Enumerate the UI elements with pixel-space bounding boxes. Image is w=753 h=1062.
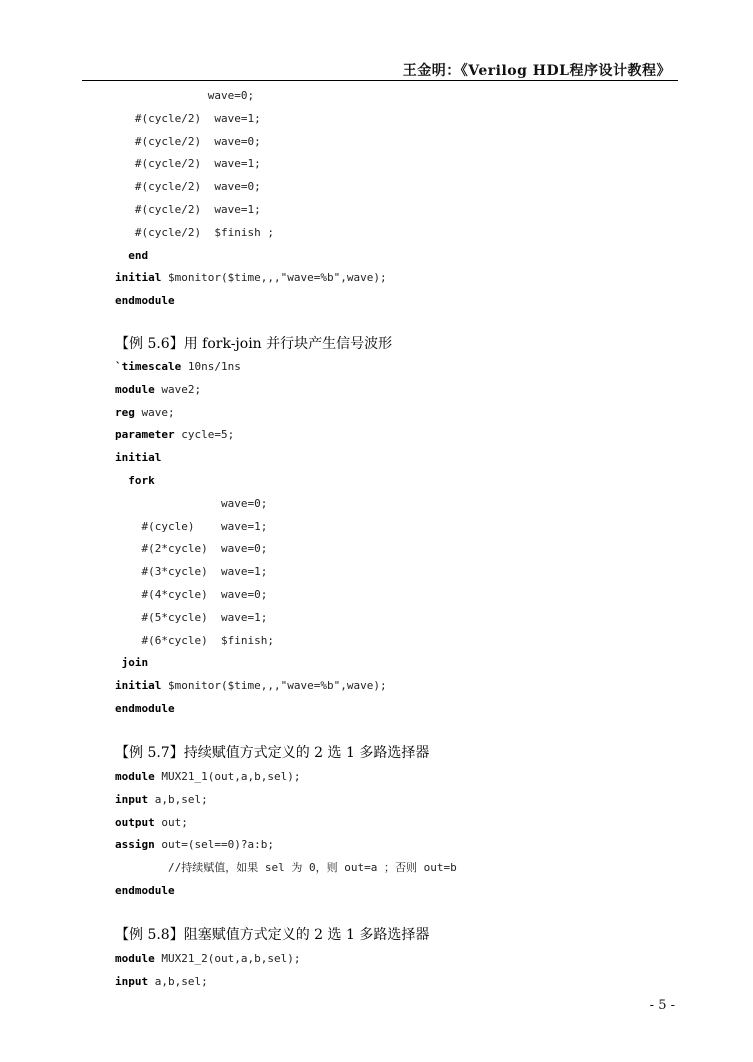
- line-gap: [115, 648, 387, 657]
- line-gap: [115, 579, 387, 588]
- code-line: output out;: [115, 815, 188, 829]
- code-line: join: [121, 656, 149, 670]
- code-line: #(cycle) wave=1;: [115, 519, 268, 533]
- line-gap: [115, 420, 387, 429]
- line-gap: [115, 966, 300, 975]
- code-line: module MUX21_1(out,a,b,sel);: [115, 770, 301, 783]
- code-line: #(2*cycle) wave=0;: [115, 542, 268, 556]
- line-gap: [115, 397, 387, 406]
- line-gap: [115, 194, 387, 203]
- example-5-6-title: 【例 5.6】用 fork-join 并行块产生信号波形: [115, 336, 393, 352]
- code-line: endmodule: [115, 701, 175, 715]
- line-gap: [115, 488, 387, 497]
- code-line: #(6*cycle) $finish;: [115, 633, 274, 647]
- example-5-7-title: 【例 5.7】持续赋值方式定义的 2 选 1 多路选择器: [115, 745, 430, 761]
- example-5-8-title: 【例 5.8】阻塞赋值方式定义的 2 选 1 多路选择器: [115, 927, 430, 943]
- line-gap: [115, 465, 387, 474]
- line-gap: [115, 511, 387, 520]
- code-line: endmodule: [115, 294, 175, 308]
- code-line: #(4*cycle) wave=0;: [115, 587, 268, 601]
- code-line: assign out=(sel==0)?a:b;: [115, 838, 274, 852]
- code-line: initial $monitor($time,,,"wave=%b",wave);: [115, 679, 387, 693]
- code-line: #(cycle/2) wave=0;: [115, 134, 261, 148]
- code-line: module wave2;: [115, 382, 202, 396]
- code-line: parameter cycle=5;: [115, 428, 235, 442]
- line-gap: [115, 263, 387, 272]
- code-line: input a,b,sel;: [115, 792, 208, 806]
- line-gap: [115, 875, 457, 884]
- example-5-8-code: [115, 952, 300, 989]
- line-gap: [115, 693, 387, 702]
- code-line: #(cycle/2) wave=1;: [115, 202, 261, 216]
- header-rule: [82, 80, 678, 81]
- line-gap: [115, 807, 457, 816]
- code-line: `timescale 10ns/1ns: [115, 360, 241, 373]
- line-gap: [115, 830, 457, 839]
- code-line: #(cycle/2) wave=0;: [115, 180, 261, 194]
- code-line: initial $monitor($time,,,"wave=%b",wave);: [115, 271, 387, 285]
- code-line: reg wave;: [115, 405, 175, 419]
- running-header: 王金明：《Verilog HDL程序设计教程》: [402, 63, 671, 79]
- line-gap: [115, 374, 387, 383]
- code-line: //持续赋值，如果 sel 为 0，则 out=a ；否则 out=b: [115, 861, 457, 875]
- line-gap: [115, 670, 387, 679]
- code-line: #(3*cycle) wave=1;: [115, 565, 268, 579]
- line-gap: [115, 240, 387, 249]
- code-line: #(cycle/2) $finish ;: [115, 225, 274, 239]
- code-line: endmodule: [115, 883, 175, 897]
- line-gap: [115, 852, 457, 861]
- code-line: #(cycle/2) wave=1;: [115, 157, 261, 171]
- line-gap: [115, 126, 387, 135]
- example-5-7-code: [115, 770, 457, 898]
- line-gap: [115, 442, 387, 451]
- line-gap: [115, 534, 387, 543]
- line-gap: [115, 784, 457, 793]
- line-gap: [115, 171, 387, 180]
- code-line: initial: [115, 451, 162, 465]
- code-line: fork: [128, 473, 155, 487]
- line-gap: [115, 625, 387, 634]
- line-gap: [115, 285, 387, 294]
- line-gap: [115, 103, 387, 112]
- code-line: wave=0;: [220, 496, 268, 510]
- code-line: #(cycle/2) wave=1;: [115, 111, 261, 125]
- code-line: module MUX21_2(out,a,b,sel);: [115, 952, 301, 965]
- line-gap: [115, 149, 387, 158]
- example-5-6-code: [115, 360, 387, 716]
- code-block-continued: [115, 89, 387, 308]
- code-line: wave=0;: [207, 89, 255, 102]
- line-gap: [115, 217, 387, 226]
- page-number: - 5 -: [649, 998, 675, 1013]
- code-line: end: [128, 248, 149, 262]
- code-line: #(5*cycle) wave=1;: [115, 610, 268, 624]
- code-line: input a,b,sel;: [115, 974, 208, 988]
- line-gap: [115, 602, 387, 611]
- line-gap: [115, 556, 387, 565]
